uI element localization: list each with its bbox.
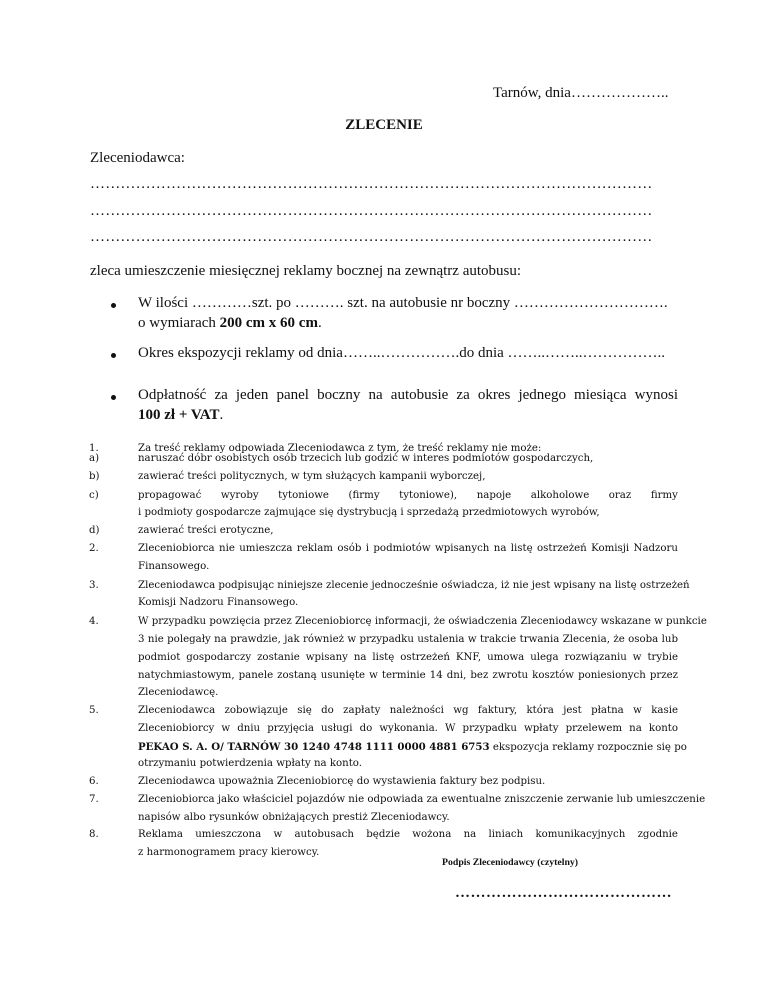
term-8-word: umieszczona [195, 829, 262, 840]
term-4-line-4: natychmiastowym, panele zostaną usunięte w terminie 14 dni, bez zwrotu kosztów poniesionych przez [138, 670, 678, 681]
term-5-line-4: otrzymaniu potwierdzenia wpłaty na konto. [138, 758, 362, 769]
client-line-2: ………………………………………………………………………………………………… [90, 203, 653, 219]
term-5-line-2: Zleceniobiorcy w dniu przyjęcia usługi do wykonania. W przypadku wpłaty przelewem na konto [138, 723, 678, 734]
term-2-line-2: Finansowego. [138, 561, 210, 572]
term-number: 6. [89, 776, 99, 787]
term-c-line-1 [138, 490, 678, 501]
term-c-word: (firmy [348, 490, 380, 501]
term-8-word: komunikacyjnych [535, 829, 626, 840]
term-number: 2. [89, 543, 99, 554]
term-8-word: będzie [366, 829, 401, 840]
term-4-line-1: W przypadku powzięcia przez Zleceniobiorcę informacji, że oświadczenia Zleceniodawcy wskazane w punkcie [138, 616, 707, 627]
term-8-line-2: z harmonogramem pracy kierowcy. [138, 847, 320, 858]
term-8-word: autobusach [294, 829, 354, 840]
client-line-3: ………………………………………………………………………………………………… [90, 229, 653, 245]
term-5-line-1: Zleceniodawca zobowiązuje się do zapłaty należności wg faktury, która jest płatna w kasie [138, 705, 678, 716]
term-letter: b) [89, 471, 100, 482]
term-8-word: Reklama [138, 829, 183, 840]
term-5-line-3 [138, 741, 687, 753]
term-number: 4. [89, 616, 99, 627]
term-number: 8. [89, 829, 99, 840]
term-8-line-1 [138, 829, 678, 840]
bank-account: PEKAO S. A. O/ TARNÓW 30 1240 4748 1111 0000 4881 6753 [138, 741, 490, 753]
term-6-text: Zleceniodawca upoważnia Zleceniobiorcę do wystawienia faktury bez podpisu. [138, 776, 546, 787]
term-8-word: liniach [488, 829, 524, 840]
bullet-dot-2 [111, 353, 116, 358]
term-3-line-1: Zleceniodawca podpisując niniejsze zlecenie jednocześnie oświadcza, iż nie jest wpisany na listę ostrzeżeń [138, 580, 690, 591]
order-intro: zleca umieszczenie miesięcznej reklamy bocznej na zewnątrz autobusu: [90, 263, 522, 279]
bullet-3-line-1: Odpłatność za jeden panel boczny na autobusie za okres jednego miesiąca wynosi [138, 387, 678, 403]
term-4-line-3: podmiot gospodarczy zostanie wpisany na listę ostrzeżeń KNF, umowa ulega rozwiązaniu w trybie [138, 652, 678, 663]
term-number: 5. [89, 705, 99, 716]
term-8-word: zgodnie [637, 829, 678, 840]
bullet-2: Okres ekspozycji reklamy od dnia……..…………….do dnia ……..……..…………….. [138, 345, 666, 361]
term-8-word: w [273, 829, 283, 840]
term-letter: d) [89, 525, 100, 536]
term-a-text: naruszać dóbr osobistych osób trzecich lub godzić w interes podmiotów gospodarczych, [138, 453, 594, 464]
term-b-text: zawierać treści politycznych, w tym służących kampanii wyborczej, [138, 471, 486, 482]
term-number: 3. [89, 580, 99, 591]
bullet-dot-1 [111, 303, 116, 308]
term-c-word: oraz [608, 490, 632, 501]
client-label: Zleceniodawca: [90, 150, 185, 166]
term-number: 1. [89, 443, 99, 454]
term-c-word: propagować [138, 490, 202, 501]
term-5-line-3-rest: ekspozycja reklamy rozpocznie się po [489, 742, 687, 753]
bullet-3-price: 100 zł + VAT [138, 407, 220, 423]
bullet-1-line-1: W ilości …………szt. po ………. szt. na autobusie nr boczny …………………………. [138, 295, 668, 311]
term-7-line-2: napisów albo rysunków obniżających prestiż Zleceniodawcy. [138, 812, 450, 823]
bullet-1-pre: o wymiarach [138, 315, 220, 331]
bullet-3-line-2 [138, 407, 223, 424]
signature-label: Podpis Zleceniodawcy (czytelny) [442, 857, 579, 868]
term-1-text: Za treść reklamy odpowiada Zleceniodawca z tym, że treść reklamy nie może: [138, 443, 542, 454]
bullet-1-post: . [317, 315, 322, 331]
term-letter: a) [89, 453, 100, 464]
place-date: Tarnów, dnia……………….. [493, 85, 669, 101]
bullet-dot-3 [111, 395, 116, 400]
term-c-word: tytoniowe [278, 490, 329, 501]
term-c-word: napoje [476, 490, 512, 501]
term-letter: c) [89, 490, 99, 501]
term-c-word: tytoniowe), [399, 490, 458, 501]
term-7-line-1: Zleceniobiorca jako właściciel pojazdów nie odpowiada za ewentualne zniszczenie zerwanie lub umieszczenie [138, 794, 706, 805]
term-c-word: wyroby [220, 490, 259, 501]
term-3-line-2: Komisji Nadzoru Finansowego. [138, 597, 299, 608]
term-8-word: wożona [412, 829, 452, 840]
term-8-word: na [463, 829, 477, 840]
term-4-line-5: Zleceniodawcę. [138, 687, 219, 698]
client-line-1: ………………………………………………………………………………………………… [90, 176, 653, 192]
term-c-word: firmy [650, 490, 678, 501]
signature-line: …………………………………… [455, 885, 672, 901]
document-title: ZLECENIE [345, 117, 423, 133]
term-4-line-2: 3 nie polegały na prawdzie, jak również w przypadku ustalenia w trakcie trwania Zlecenia, że osoba lub [138, 634, 678, 645]
term-2-line-1: Zleceniobiorca nie umieszcza reklam osób i podmiotów wpisanych na listę ostrzeżeń Komisji Nadzoru [138, 543, 678, 554]
term-c-line-2: i podmioty gospodarcze zajmujące się dystrybucją i sprzedażą przedmiotowych wyrobów, [138, 507, 600, 518]
bullet-1-dimensions: 200 cm x 60 cm [219, 315, 318, 331]
bullet-3-post: . [219, 407, 224, 423]
term-d-text: zawierać treści erotyczne, [138, 525, 274, 536]
term-c-word: alkoholowe [530, 490, 590, 501]
bullet-1-line-2 [138, 315, 322, 332]
term-number: 7. [89, 794, 99, 805]
